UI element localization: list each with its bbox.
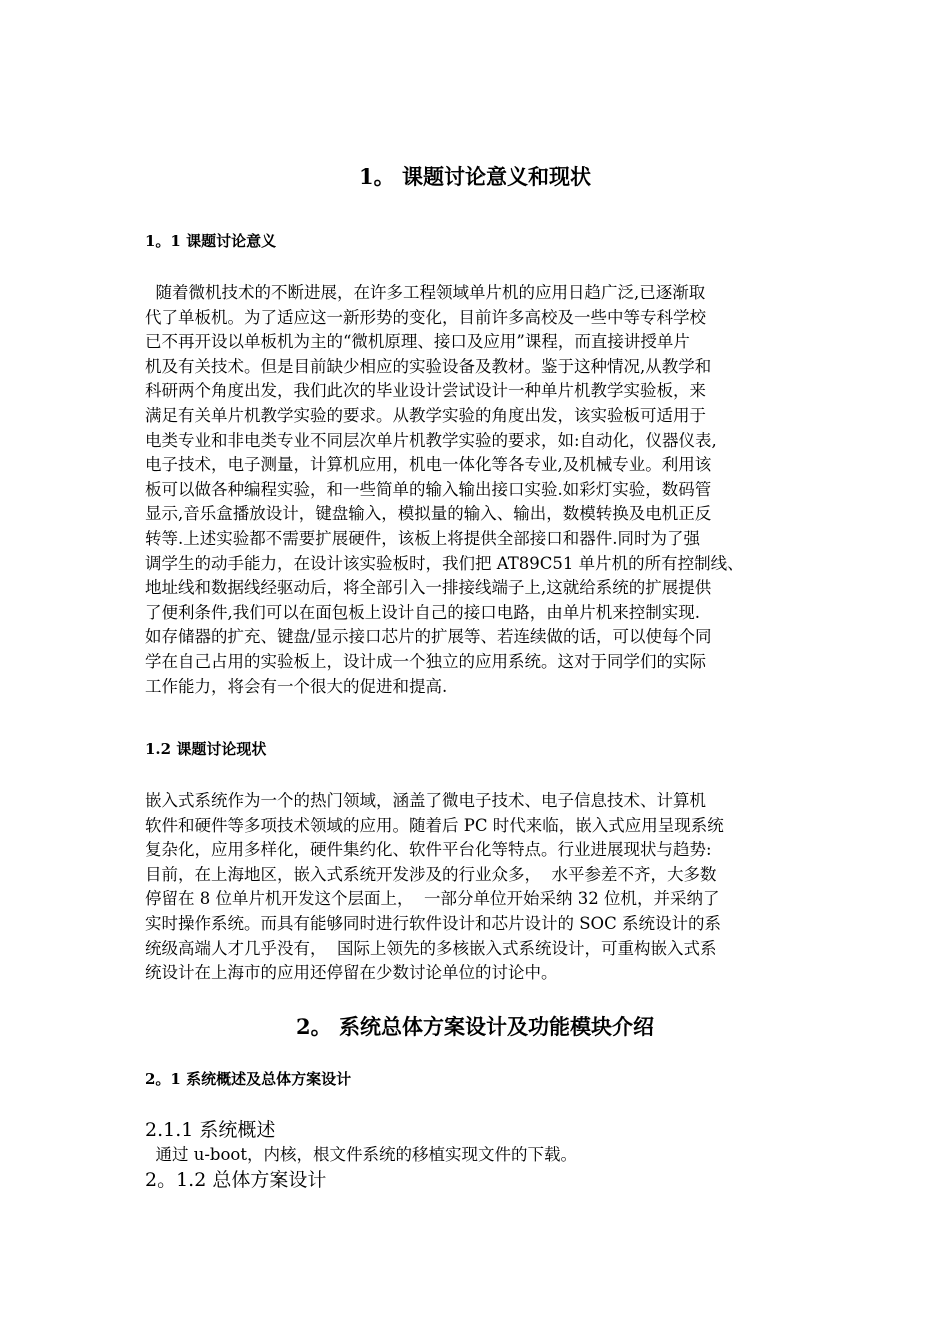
paragraph-line: 满足有关单片机教学实验的要求。从教学实验的角度出发，该实验板可适用于 — [145, 405, 706, 425]
paragraph-line: 机及有关技术。但是目前缺少相应的实验设备及教材。鉴于这种情况,从教学和 — [145, 356, 712, 376]
paragraph-line: 目前，在上海地区，嵌入式系统开发涉及的行业众多， 水平参差不齐，大多数 — [145, 864, 717, 884]
section-1-title: 1。 课题讨论意义和现状 — [359, 164, 591, 189]
section-2-title: 2。 系统总体方案设计及功能模块介绍 — [296, 1014, 654, 1039]
section-2-1-1-text: 通过 u-boot，内核，根文件系统的移植实现文件的下载。 — [145, 1145, 577, 1164]
paragraph-line: 调学生的动手能力，在设计该实验板时，我们把 AT89C51 单片机的所有控制线、 — [145, 553, 744, 573]
paragraph-line: 代了单板机。为了适应这一新形势的变化，目前许多高校及一些中等专科学校 — [145, 307, 706, 327]
paragraph-line: 复杂化，应用多样化，硬件集约化、软件平台化等特点。行业进展现状与趋势: — [145, 840, 712, 860]
paragraph-line: 统级高端人才几乎没有， 国际上领先的多核嵌入式系统设计，可重构嵌入式系 — [145, 938, 717, 958]
section-1-2-heading: 1.2 课题讨论现状 — [145, 740, 267, 758]
paragraph-line: 实时操作系统。而具有能够同时进行软件设计和芯片设计的 SOC 系统设计的系 — [145, 913, 721, 933]
section-1-1-paragraph — [145, 281, 835, 699]
section-1-2-paragraph — [145, 789, 835, 986]
paragraph-line: 转等.上述实验都不需要扩展硬件，该板上将提供全部接口和器件.同时为了强 — [145, 528, 700, 548]
paragraph-line: 显示,音乐盒播放设计，键盘输入，模拟量的输入、输出，数模转换及电机正反 — [145, 504, 712, 524]
paragraph-line: 已不再开设以单板机为主的“微机原理、接口及应用”课程，而直接讲授单片 — [145, 332, 690, 352]
section-2-1-2-heading: 2。1.2 总体方案设计 — [145, 1169, 327, 1191]
paragraph-line: 电子技术，电子测量，计算机应用，机电一体化等各专业,及机械专业。利用该 — [145, 455, 712, 475]
section-2-1-heading: 2。1 系统概述及总体方案设计 — [145, 1070, 352, 1088]
paragraph-line: 如存储器的扩充、键盘/显示接口芯片的扩展等、若连续做的话，可以使每个同 — [145, 627, 712, 647]
paragraph-line: 学在自己占用的实验板上，设计成一个独立的应用系统。这对于同学们的实际 — [145, 651, 706, 671]
paragraph-line: 软件和硬件等多项技术领域的应用。随着后 PC 时代来临，嵌入式应用呈现系统 — [145, 815, 724, 835]
section-2-1-1-heading: 2.1.1 系统概述 — [145, 1119, 276, 1141]
paragraph-line: 电类专业和非电类专业不同层次单片机教学实验的要求，如:自动化，仪器仪表, — [145, 430, 717, 450]
paragraph-line: 了便利条件,我们可以在面包板上设计自己的接口电路，由单片机来控制实现. — [145, 602, 700, 622]
paragraph-line: 统设计在上海市的应用还停留在少数讨论单位的讨论中。 — [145, 963, 558, 983]
paragraph-line: 嵌入式系统作为一个的热门领域，涵盖了微电子技术、电子信息技术、计算机 — [145, 791, 706, 810]
paragraph-line: 随着微机技术的不断进展，在许多工程领域单片机的应用日趋广泛,已逐渐取 — [145, 283, 706, 302]
section-1-1-heading: 1。1 课题讨论意义 — [145, 232, 277, 250]
paragraph-line: 地址线和数据线经驱动后，将全部引入一排接线端子上,这就给系统的扩展提供 — [145, 578, 712, 598]
paragraph-line: 工作能力，将会有一个很大的促进和提高. — [145, 676, 448, 696]
paragraph-line: 科研两个角度出发，我们此次的毕业设计尝试设计一种单片机教学实验板，来 — [145, 381, 706, 401]
paragraph-line: 停留在 8 位单片机开发这个层面上， 一部分单位开始采纳 32 位机，并采纳了 — [145, 889, 720, 909]
paragraph-line: 板可以做各种编程实验，和一些简单的输入输出接口实验.如彩灯实验，数码管 — [145, 479, 712, 499]
